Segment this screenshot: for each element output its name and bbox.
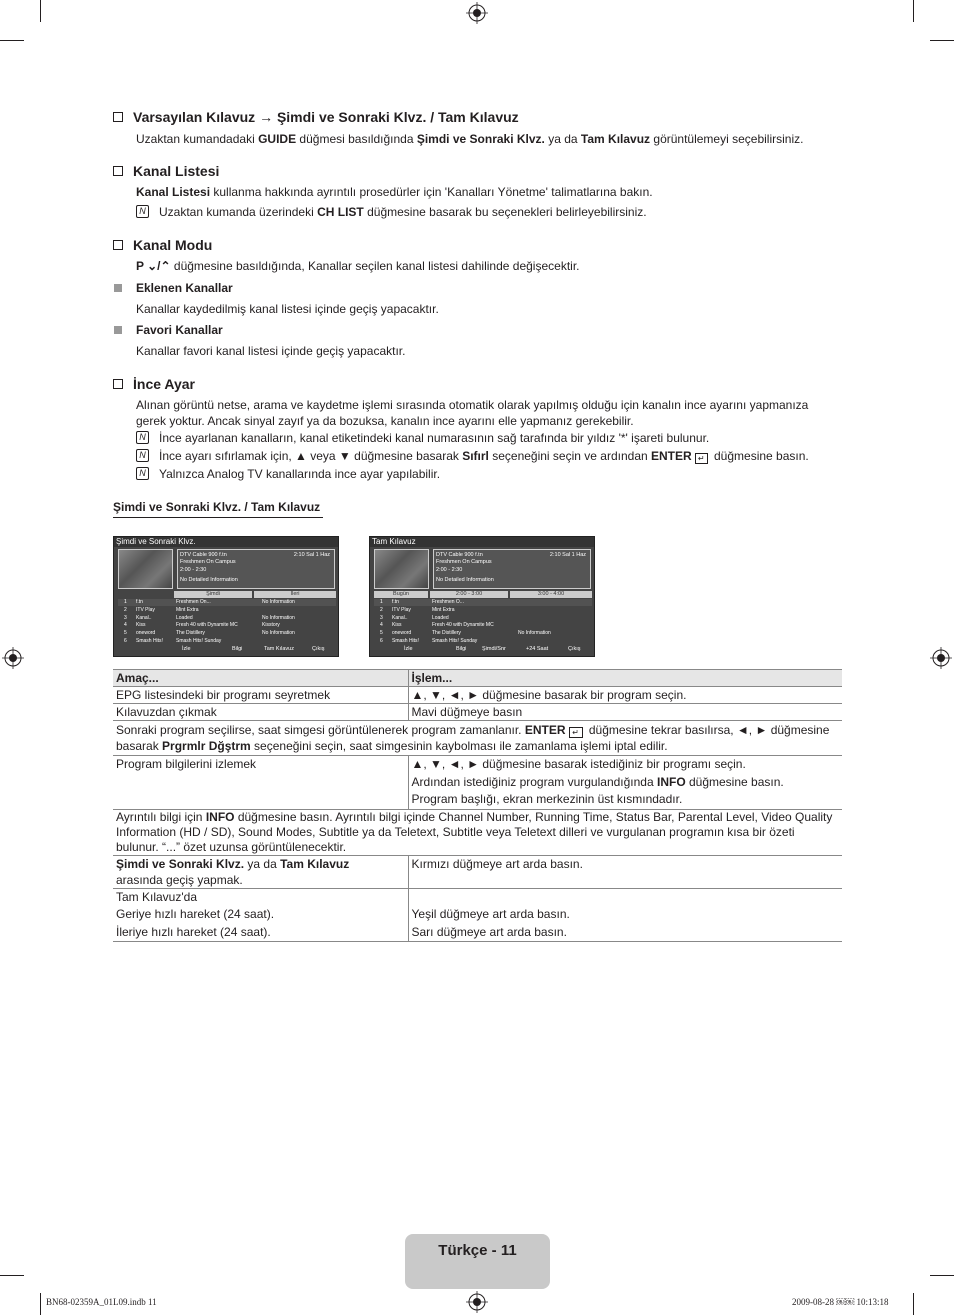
channel-list-note: N Uzaktan kumanda üzerindeki CH LIST düğmesine basarak bu seçenekleri belirleyebilirsiniz. — [136, 204, 836, 220]
guide-cell: Mint Extra — [176, 606, 199, 613]
note-icon: N — [136, 205, 149, 218]
guide-footer: İzle Bilgi Tam Kılavuz Çıkış — [182, 646, 325, 652]
guide-channel-row[interactable] — [118, 607, 336, 614]
table-row: Kılavuzdan çıkmak Mavi düğmeye basın — [113, 704, 842, 721]
video-thumbnail — [118, 549, 173, 589]
guide-channel-row[interactable] — [374, 615, 592, 622]
table-header-row: Amaç... İşlem... — [113, 670, 842, 687]
guide-cell: Fresh 40 with Dynamite MC — [432, 622, 494, 629]
checkbox-bullet-icon — [113, 112, 123, 122]
guide-cell: 1 — [380, 599, 383, 605]
guide-cell: 5 — [124, 630, 127, 637]
fine-tune-body: Alınan görüntü netse, arama ve kaydetme işlemi sırasında otomatik olarak yapılmış olduğu için kanalın ince ayarını yapmanıza gerek yoktur. Ancak sinyal zayıf ya da bozuksa, kanalın ince ayarını elle yapmanız gerekebilir. — [136, 398, 809, 428]
guide-cell: Freshmen On... — [176, 599, 211, 605]
guide-cell: Smash Hits! — [392, 638, 419, 644]
guide-channel-row[interactable] — [374, 630, 592, 637]
page-number-tab: Türkçe - 11 — [405, 1234, 550, 1289]
guide-channel-row[interactable] — [118, 622, 336, 629]
guide-cell: Freshmen O... — [432, 599, 464, 605]
crop-mark — [930, 40, 954, 41]
print-file-info: BN68-02359A_01L09.indb 11 — [46, 1297, 157, 1307]
registration-mark-icon — [466, 1291, 488, 1313]
guide-channel-row[interactable] — [374, 622, 592, 629]
guide-cell: Kanal.. — [136, 614, 152, 621]
guide-cell: 4 — [124, 622, 127, 629]
registration-mark-icon — [2, 647, 24, 669]
print-date-info: 2009-08-28 ￼￼ 10:13:18 — [792, 1297, 889, 1307]
guide-cell: ITV Play — [136, 606, 155, 613]
guide-channel-row[interactable] — [118, 638, 336, 645]
guide-cell: 6 — [380, 638, 383, 644]
guide-cell: The Distillery — [176, 630, 205, 637]
guide-cell: Kiss — [392, 622, 402, 629]
guide-cell: No Information — [262, 599, 295, 605]
checkbox-bullet-icon — [113, 379, 123, 389]
table-row: Program bilgilerini izlemek ▲, ▼, ◄, ► düğmesine basarak istediğiniz bir programı seçin. Ardından istediğiniz program vurgulandığında INFO düğmesine basın. Program başlığı, ekran merkezinin üst kısmındadır. — [113, 756, 842, 810]
guide-cell: The Distillery — [432, 630, 461, 637]
table-row: Şimdi ve Sonraki Klvz. ya da Tam Kılavuz arasında geçiş yapmak. Kırmızı düğmeye art arda basın. — [113, 855, 842, 888]
guide-cell: 6 — [124, 638, 127, 644]
guide-channel-row[interactable] — [374, 607, 592, 614]
subheading-favorite-channels: Favori Kanallar — [136, 323, 223, 337]
fine-tune-note-1: N İnce ayarlanan kanalların, kanal etiketindeki kanal numarasının sağ tarafında bir yıldız '*' işareti bulunur. — [136, 430, 836, 446]
section-heading-fine-tune: İnce Ayar — [113, 376, 195, 392]
section-heading-guide: Varsayılan Kılavuz → Şimdi ve Sonraki Klvz. / Tam Kılavuz — [113, 109, 519, 125]
section-heading-channel-mode: Kanal Modu — [113, 237, 212, 253]
guide-body: Uzaktan kumandadaki GUIDE düğmesi basıldığında Şimdi ve Sonraki Klvz. ya da Tam Kılavuz görüntülemeyi seçebilirsiniz. — [136, 132, 804, 146]
guide-cell: Smash Hits! Sunday — [432, 638, 478, 644]
channel-mode-body: P ⌄/⌃ düğmesine basıldığında, Kanallar seçilen kanal listesi dahilinde değişecektir. — [136, 259, 580, 273]
added-channels-body: Kanallar kaydedilmiş kanal listesi içinde geçiş yapacaktır. — [136, 302, 439, 316]
guide-channel-row[interactable] — [374, 638, 592, 645]
subheading-added-channels: Eklenen Kanallar — [136, 281, 233, 295]
fine-tune-note-2: N İnce ayarı sıfırlamak için, ▲ veya ▼ düğmesine basarak Sıfırl seçeneğini seçin ve ardından ENTER ↵ düğmesine basın. — [136, 448, 836, 464]
checkbox-bullet-icon — [113, 166, 123, 176]
guide-channel-row[interactable] — [118, 615, 336, 622]
program-info-box: DTV Cable 900 f.tn 2:10 Sal 1 Haz Freshmen On Campus 2:00 - 2:30 No Detailed Information — [433, 549, 591, 589]
guide-cell: No Information — [262, 630, 295, 637]
crop-mark — [40, 1293, 41, 1315]
registration-mark-icon — [930, 647, 952, 669]
guide-cell: Smash Hits! Sunday — [176, 638, 222, 644]
guide-cell: oneword — [392, 630, 412, 637]
crop-mark — [0, 40, 24, 41]
guide-cell: No Information — [262, 614, 295, 621]
fine-tune-note-3: N Yalnızca Analog TV kanallarında ince ayar yapılabilir. — [136, 466, 836, 482]
note-icon: N — [136, 431, 149, 444]
subheading-guide-views: Şimdi ve Sonraki Klvz. / Tam Kılavuz — [113, 500, 323, 518]
table-row: Ayrıntılı bilgi için INFO düğmesine basın. Ayrıntılı bilgi içinde Channel Number, Running Time, Status Bar, Parental Level, Video Quality Information (HD / SD), Sound Modes, Subtitle ya da Teletext, Subtitle veya Teletext dilleri ve vurgulanan programın kısa bir özeti bulunur. “...” özet uzunsa görüntülenecektir. — [113, 809, 842, 855]
square-bullet-icon — [114, 326, 122, 334]
guide-cell: Smash Hits! — [136, 638, 163, 644]
guide-cell: f.tn — [392, 599, 399, 605]
guide-cell: Mint Extra — [432, 606, 455, 613]
crop-mark — [930, 1275, 954, 1276]
guide-cell: Fresh 40 with Dynamite MC — [176, 622, 238, 629]
guide-footer: İzle Bilgi Şimdi/Snr +24 Saat Çıkış — [404, 646, 581, 652]
guide-cell: Kiss — [136, 622, 146, 629]
enter-icon: ↵ — [695, 453, 708, 464]
section-heading-channel-list: Kanal Listesi — [113, 163, 219, 179]
crop-mark — [0, 1275, 24, 1276]
crop-mark — [40, 0, 41, 22]
guide-cell: 3 — [380, 614, 383, 621]
square-bullet-icon — [114, 284, 122, 292]
guide-cell: 4 — [380, 622, 383, 629]
guide-cell: Kisstory — [262, 622, 280, 629]
guide-cell: 3 — [124, 614, 127, 621]
crop-mark — [913, 0, 914, 22]
guide-operations-table — [113, 669, 842, 942]
guide-cell: 1 — [124, 599, 127, 605]
guide-cell: 2 — [380, 606, 383, 613]
channel-list-body: Kanal Listesi kullanma hakkında ayrıntılı prosedürler için 'Kanalları Yönetme' talimatlarına bakın. — [136, 185, 653, 199]
note-icon: N — [136, 449, 149, 462]
guide-cell: Loaded — [432, 614, 449, 621]
guide-cell: ITV Play — [392, 606, 411, 613]
guide-channel-row[interactable] — [374, 599, 592, 606]
favorite-channels-body: Kanallar favori kanal listesi içinde geçiş yapacaktır. — [136, 344, 406, 358]
checkbox-bullet-icon — [113, 240, 123, 250]
guide-cell: f.tn — [136, 599, 143, 605]
table-row: Sonraki program seçilirse, saat simgesi görüntülenerek program zamanlanır. ENTER ↵ düğmesine tekrar basılırsa, ◄, ► düğmesine basarak Prgrmlr Dğştrm seçeneğini seçin, saat simgesinin kaybolması ile zamanlama işlemi iptal edilir. — [113, 721, 842, 756]
guide-cell: 5 — [380, 630, 383, 637]
enter-icon: ↵ — [569, 727, 583, 738]
video-thumbnail — [374, 549, 429, 589]
full-guide-screenshot: Tam Kılavuz DTV Cable 900 f.tn 2:10 Sal 1 Haz Freshmen On Campus 2:00 - 2:30 No Detailed Information Bugün 2:00 - 3:00 3:00 - 4:00 1 f.tn Freshmen O... 2 ITV Play Mint Extra 3 Kanal.. Loaded 4 Kiss Fresh 40 with Dynamite MC 5 oneword The Distillery No Information 6 Smash Hits! Smash Hits! Sunday İzle Bilgi Şimdi/Snr +24 Saat Çıkış — [369, 536, 595, 657]
guide-channel-row[interactable] — [118, 599, 336, 606]
guide-channel-row[interactable] — [118, 630, 336, 637]
program-info-box: DTV Cable 900 f.tn 2:10 Sal 1 Haz Freshmen On Campus 2:00 - 2:30 No Detailed Information — [177, 549, 335, 589]
now-next-guide-screenshot: Şimdi ve Sonraki Klvz. DTV Cable 900 f.tn 2:10 Sal 1 Haz Freshmen On Campus 2:00 - 2:30 No Detailed Information Şimdi İleri 1 f.tn Freshmen On... No Information 2 ITV Play Mint Extra 3 Kanal.. Loaded No Information 4 Kiss Fresh 40 with Dynamite MC Kisstory 5 oneword The Distillery No Information 6 Smash Hits! Smash Hits! Sunday İzle Bilgi Tam Kılavuz Çıkış — [113, 536, 339, 657]
table-row: EPG listesindeki bir programı seyretmek ▲, ▼, ◄, ► düğmesine basarak bir program seçin. — [113, 687, 842, 704]
guide-cell: oneword — [136, 630, 156, 637]
crop-mark — [913, 1293, 914, 1315]
table-row: Tam Kılavuz'da Geriye hızlı hareket (24 saat). İleriye hızlı hareket (24 saat). Yeşil düğmeye art arda basın. Sarı düğmeye art arda basın. — [113, 888, 842, 942]
guide-cell: 2 — [124, 606, 127, 613]
guide-cell: Loaded — [176, 614, 193, 621]
guide-cell: Kanal.. — [392, 614, 408, 621]
guide-cell: No Information — [518, 630, 551, 637]
registration-mark-icon — [466, 2, 488, 24]
note-icon: N — [136, 467, 149, 480]
